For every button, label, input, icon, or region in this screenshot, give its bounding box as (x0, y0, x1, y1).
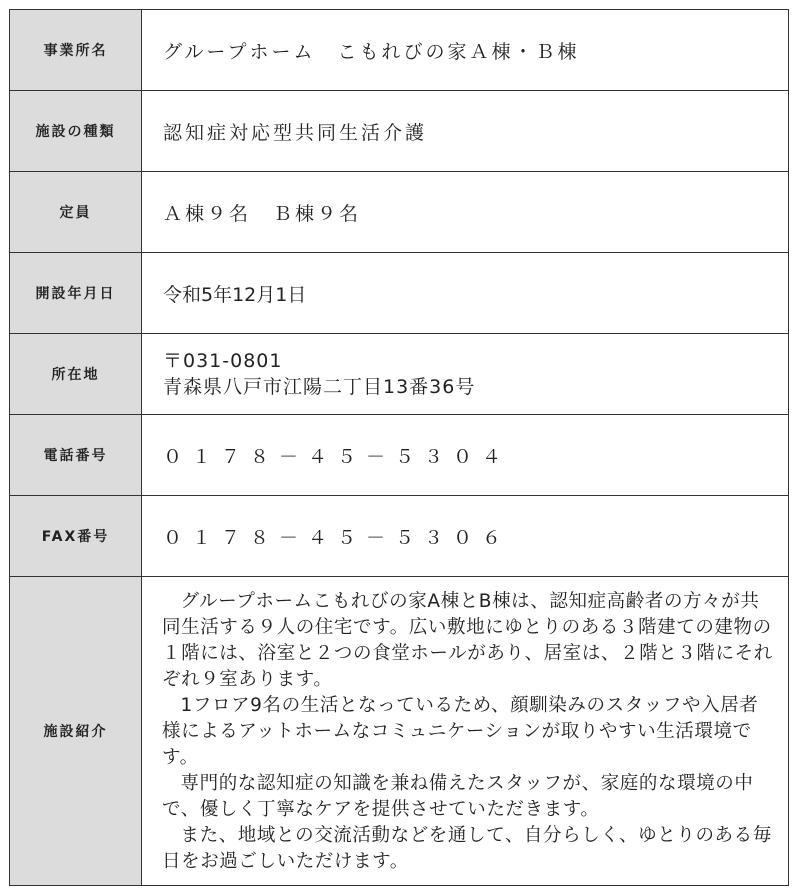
value-capacity: Ａ棟９名 Ｂ棟９名 (142, 172, 789, 253)
row-introduction (10, 577, 789, 886)
label-fax: FAX番号 (10, 496, 142, 577)
row-phone (10, 415, 789, 496)
label-address: 所在地 (10, 334, 142, 415)
value-address (142, 334, 789, 415)
label-phone: 電話番号 (10, 415, 142, 496)
value-introduction (142, 577, 789, 886)
facility-info-table (9, 9, 789, 886)
intro-paragraph: また、地域との交流活動などを通して、自分らしく、ゆとりのある毎日をお過ごしいただけます。 (162, 825, 772, 872)
intro-paragraph: グループホームこもれびの家A棟とB棟は、認知症高齢者の方々が共同生活する９人の住宅です。広い敷地にゆとりのある３階建ての建物の１階には、浴室と２つの食堂ホールがあり、居室は、２階と３階にそれぞれ９室あります。 (162, 591, 773, 690)
label-office-name: 事業所名 (10, 10, 142, 91)
value-opening-date: 令和5年12月1日 (142, 253, 789, 334)
intro-paragraph: 専門的な認知症の知識を兼ね備えたスタッフが、家庭的な環境の中で、優しく丁寧なケアを提供させていただきます。 (162, 773, 754, 820)
row-office-name (10, 10, 789, 91)
row-opening-date (10, 253, 789, 334)
value-office-name: グループホーム こもれびの家Ａ棟・Ｂ棟 (142, 10, 789, 91)
value-phone: ０１７８－４５－５３０４ (142, 415, 789, 496)
facility-info-sheet (9, 9, 789, 885)
street-address: 青森県八戸市江陽二丁目13番36号 (163, 376, 476, 398)
label-facility-type: 施設の種類 (10, 91, 142, 172)
value-fax: ０１７８－４５－５３０６ (142, 496, 789, 577)
row-fax (10, 496, 789, 577)
label-opening-date: 開設年月日 (10, 253, 142, 334)
label-capacity: 定員 (10, 172, 142, 253)
value-facility-type: 認知症対応型共同生活介護 (142, 91, 789, 172)
row-capacity (10, 172, 789, 253)
postal-code: 〒031-0801 (163, 350, 283, 372)
row-facility-type (10, 91, 789, 172)
intro-paragraph: 1フロア9名の生活となっているため、顔馴染みのスタッフや入居者様によるアットホームなコミュニケーションが取りやすい生活環境です。 (162, 695, 759, 768)
row-address (10, 334, 789, 415)
label-introduction: 施設紹介 (10, 577, 142, 886)
